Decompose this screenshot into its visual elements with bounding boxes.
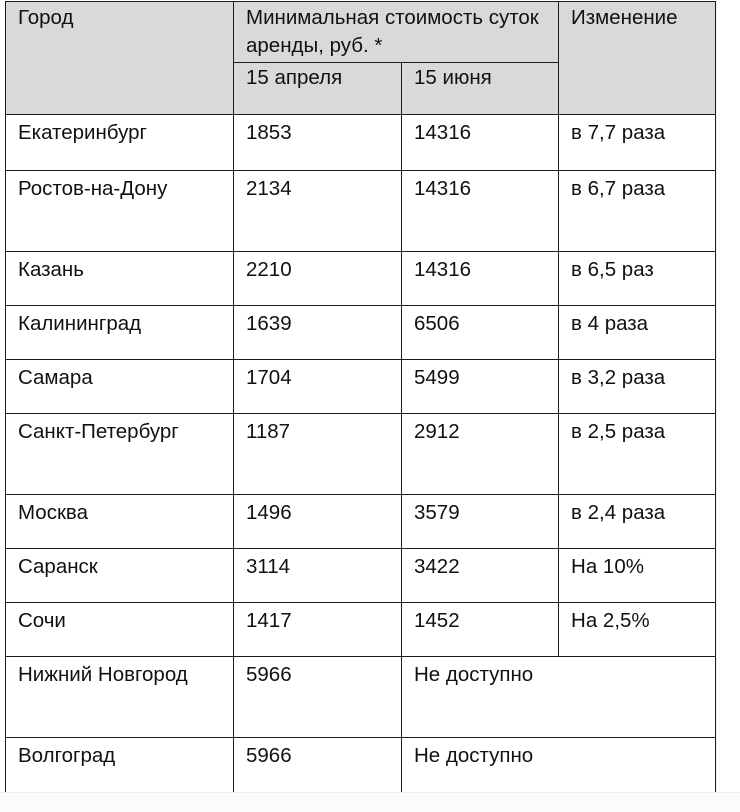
table-row (6, 306, 716, 360)
table-row (6, 360, 716, 414)
city-cell: Ростов-на-Дону (6, 171, 234, 252)
table-row (6, 495, 716, 549)
june-price-cell: 2912 (402, 414, 559, 495)
april-price-cell: 3114 (234, 549, 402, 603)
april-price-cell: 5966 (234, 738, 402, 793)
april-price-cell: 1496 (234, 495, 402, 549)
city-cell: Казань (6, 252, 234, 306)
city-cell: Екатеринбург (6, 115, 234, 171)
change-cell (559, 738, 716, 793)
april-price-cell: 1187 (234, 414, 402, 495)
table-row (6, 657, 716, 738)
change-cell: На 10% (559, 549, 716, 603)
change-cell: в 7,7 раза (559, 115, 716, 171)
april-price-cell: 2210 (234, 252, 402, 306)
june-price-cell: Не доступно (402, 738, 559, 793)
june-price-cell: 14316 (402, 115, 559, 171)
table-row (6, 549, 716, 603)
june-price-cell: 3579 (402, 495, 559, 549)
april-price-cell: 2134 (234, 171, 402, 252)
change-cell: в 2,4 раза (559, 495, 716, 549)
june-price-cell: 1452 (402, 603, 559, 657)
table-row (6, 414, 716, 495)
june-price-cell: Не доступно (402, 657, 559, 738)
change-cell: в 4 раза (559, 306, 716, 360)
change-cell (559, 657, 716, 738)
header-min-cost: Минимальная стоимость суток аренды, руб. * (234, 2, 559, 63)
change-cell: На 2,5% (559, 603, 716, 657)
june-price-cell: 3422 (402, 549, 559, 603)
change-cell: в 6,5 раз (559, 252, 716, 306)
city-cell: Санкт-Петербург (6, 414, 234, 495)
april-price-cell: 1417 (234, 603, 402, 657)
city-cell: Калининград (6, 306, 234, 360)
city-cell: Сочи (6, 603, 234, 657)
april-price-cell: 1853 (234, 115, 402, 171)
june-price-cell: 6506 (402, 306, 559, 360)
table-row (6, 115, 716, 171)
june-price-cell: 5499 (402, 360, 559, 414)
table-row (6, 603, 716, 657)
city-cell: Москва (6, 495, 234, 549)
city-cell: Волгоград (6, 738, 234, 793)
city-cell: Самара (6, 360, 234, 414)
june-price-cell: 14316 (402, 252, 559, 306)
april-price-cell: 1704 (234, 360, 402, 414)
city-cell: Нижний Новгород (6, 657, 234, 738)
change-cell: в 3,2 раза (559, 360, 716, 414)
header-change: Изменение (559, 2, 716, 115)
table-row (6, 738, 716, 793)
header-date-april: 15 апреля (234, 63, 402, 115)
april-price-cell: 1639 (234, 306, 402, 360)
header-city: Город (6, 2, 234, 115)
table-row (6, 171, 716, 252)
change-cell: в 6,7 раза (559, 171, 716, 252)
rent-price-table (5, 1, 716, 793)
page-margin-right (716, 0, 740, 811)
june-price-cell: 14316 (402, 171, 559, 252)
header-date-june: 15 июня (402, 63, 559, 115)
table-row (6, 252, 716, 306)
page-margin-bottom (0, 792, 740, 812)
city-cell: Саранск (6, 549, 234, 603)
april-price-cell: 5966 (234, 657, 402, 738)
change-cell: в 2,5 раза (559, 414, 716, 495)
